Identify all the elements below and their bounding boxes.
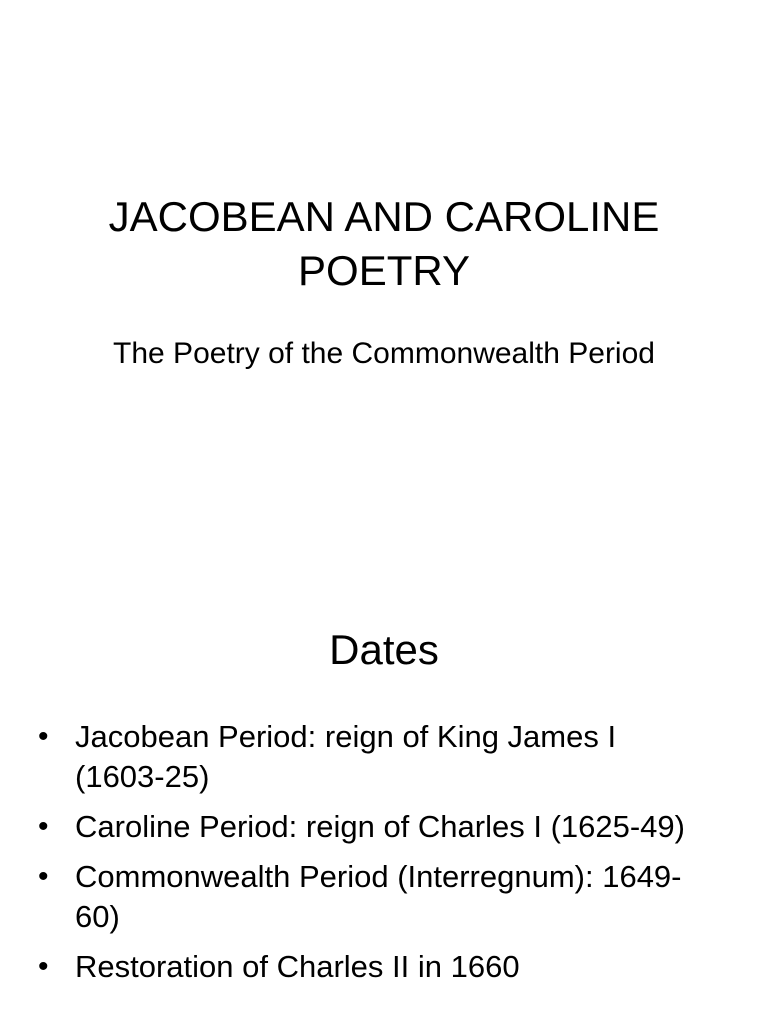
slide-title: JACOBEAN AND CAROLINE POETRY — [108, 193, 660, 294]
bullet-item — [38, 717, 704, 797]
bullet-text: Jacobean Period: reign of King James I (1603-25) — [75, 719, 617, 794]
dates-slide — [0, 576, 768, 1024]
slide-subtitle: The Poetry of the Commonwealth Period — [113, 337, 655, 370]
bullet-icon: • — [38, 950, 49, 983]
bullet-list — [38, 717, 704, 997]
bullet-icon: • — [38, 720, 49, 753]
bullet-text: Restoration of Charles II in 1660 — [75, 949, 520, 984]
bullet-text: Caroline Period: reign of Charles I (1625-49) — [75, 809, 685, 844]
bullet-text: Commonwealth Period (Interregnum): 1649-60) — [75, 859, 682, 934]
bullet-icon: • — [38, 860, 49, 893]
slide-heading: Dates — [329, 626, 439, 673]
bullet-icon: • — [38, 810, 49, 843]
bullet-item — [38, 807, 704, 847]
bullet-item — [38, 857, 704, 937]
bullet-item — [38, 947, 704, 987]
